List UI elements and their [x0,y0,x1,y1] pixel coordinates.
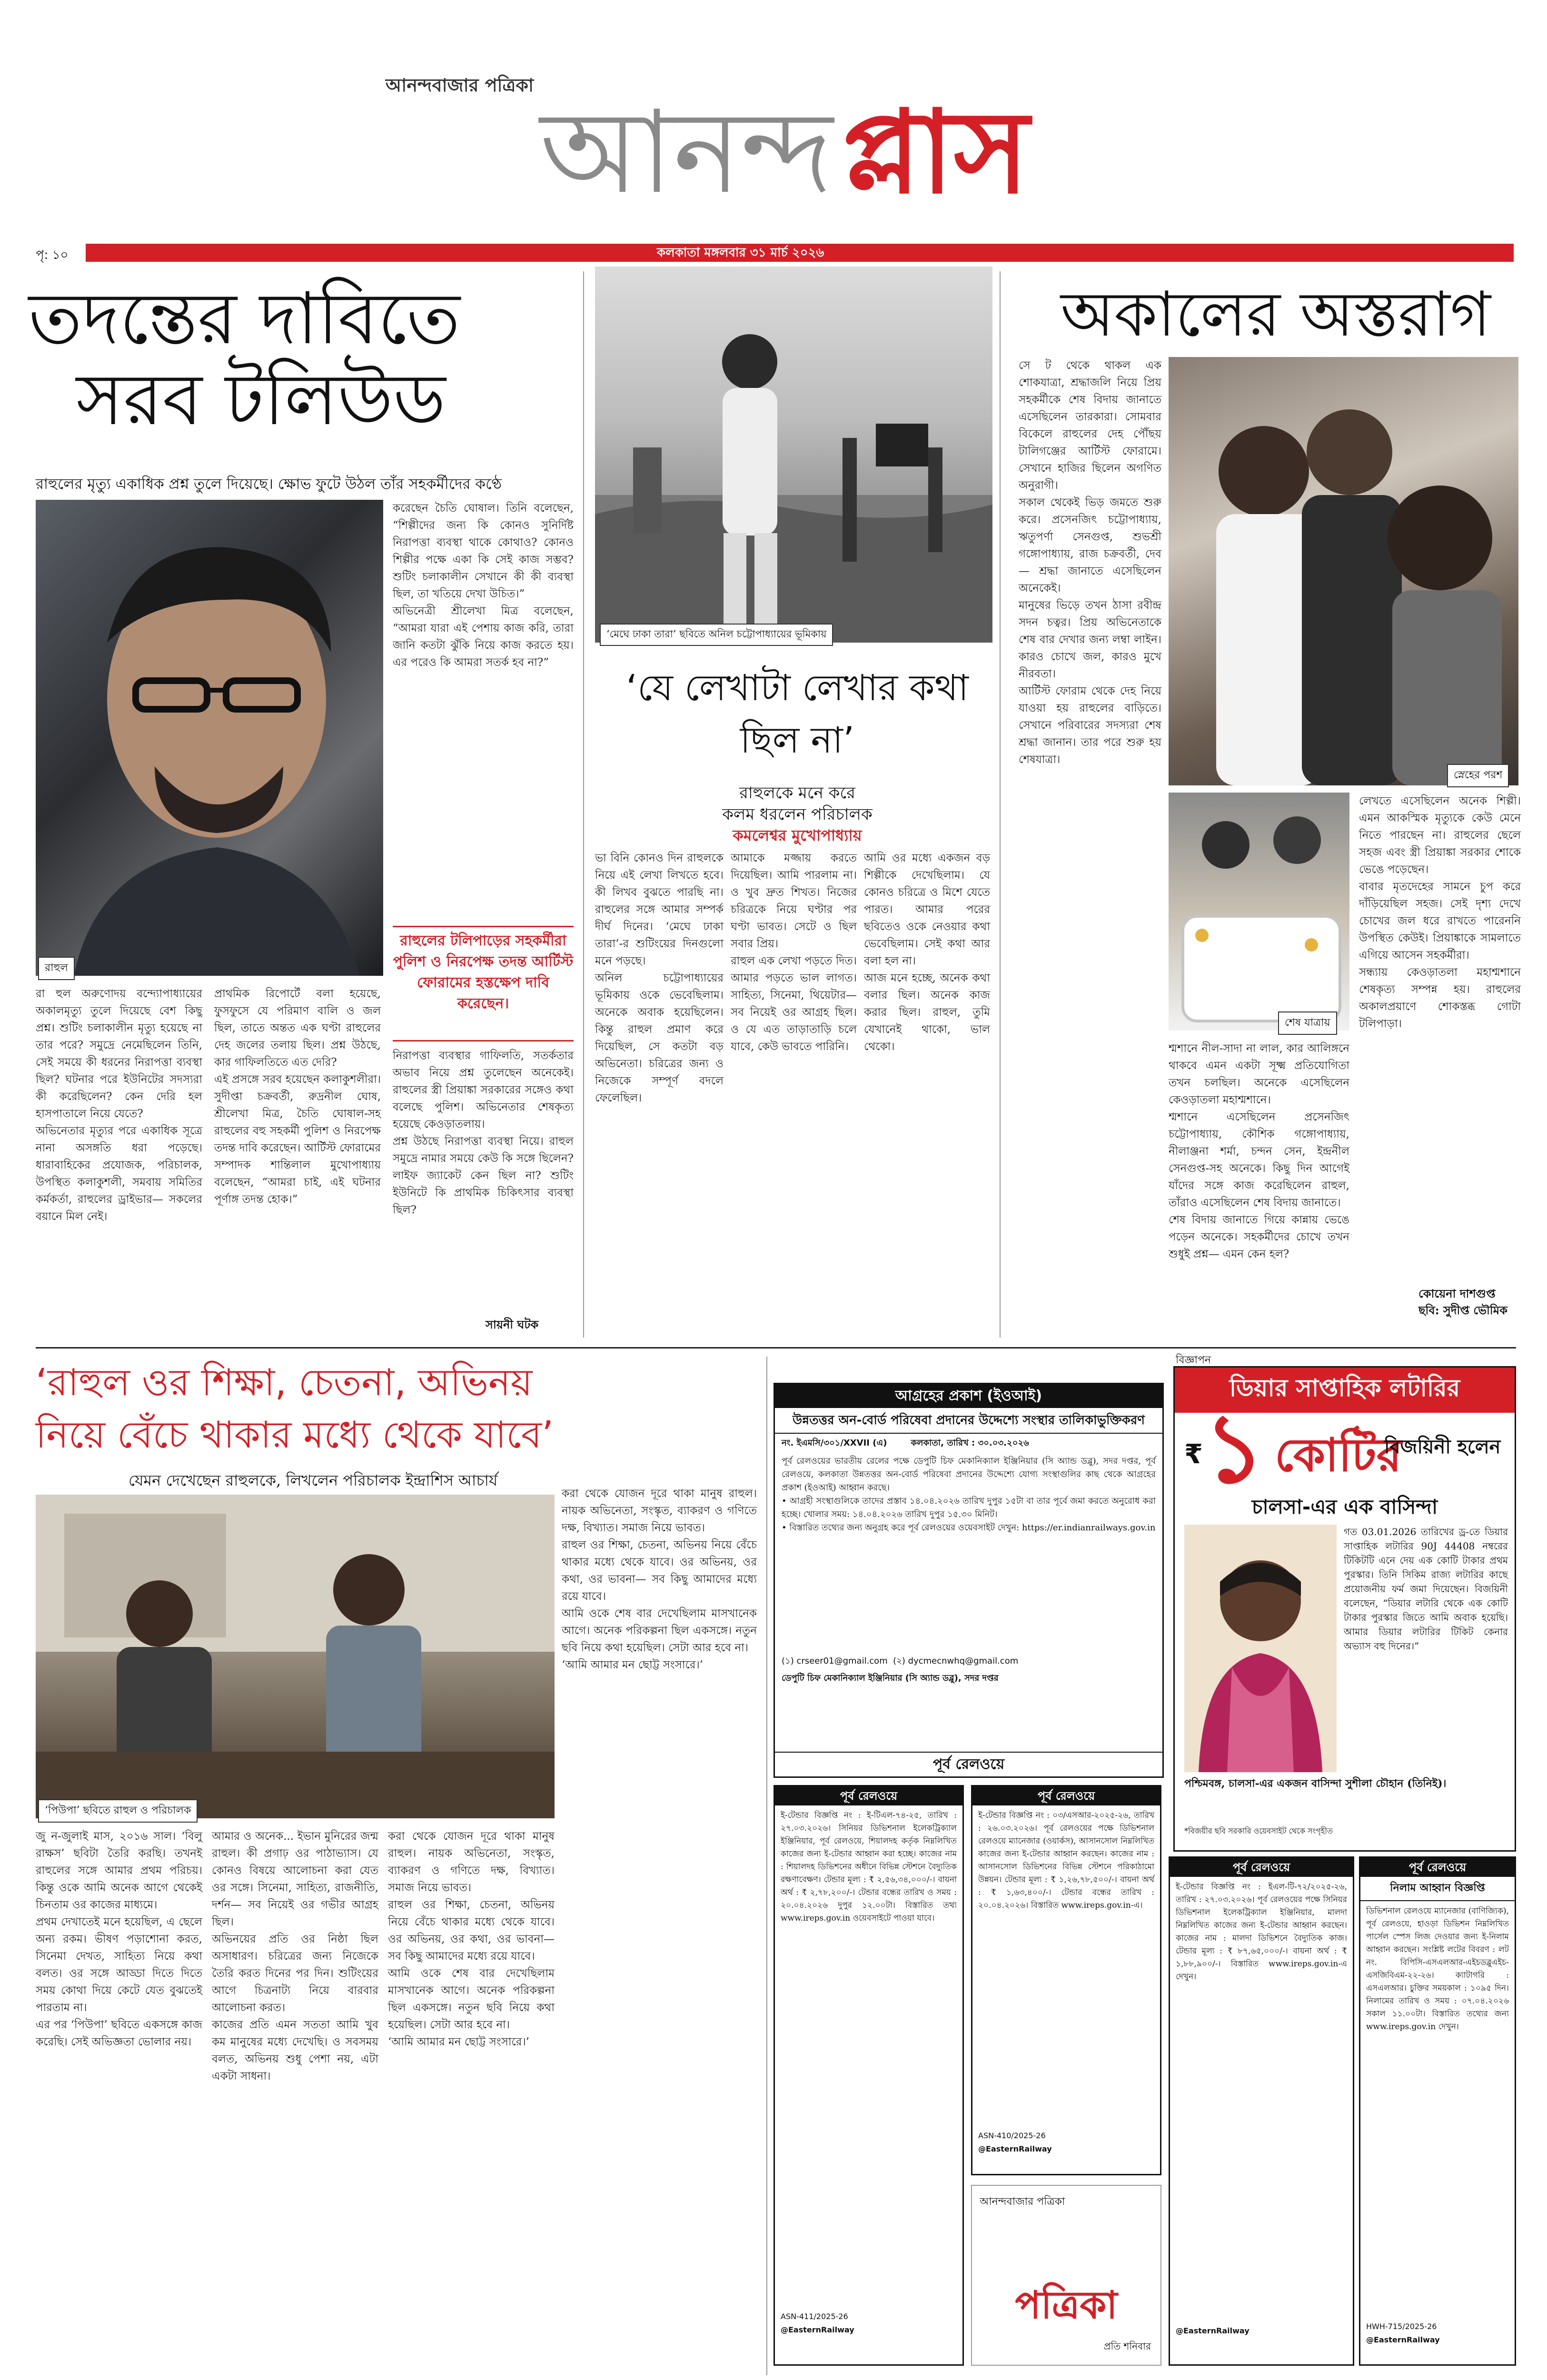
photo-caption-1: স্নেহের পরশ [1447,764,1509,787]
column-divider [1000,271,1001,1338]
tender-code: ASN-410/2025-26 [978,2131,1046,2140]
rahul-portrait-photo [36,500,383,976]
film-still [36,1495,555,1818]
tender-header: পূর্ব রেলওয়ে [775,1786,962,1805]
consoling-photo [1169,357,1518,785]
column-divider [583,271,584,1338]
twitter-handle[interactable]: @EasternRailway [781,2325,854,2334]
story-column-a: সে ট থেকে থাকল এক শোকযাত্রা, শ্রদ্ধাজলি নিয়ে প্রিয় সহকর্মীকে শেষ বিদায় জানাতে এসেছিলেন তারকারা। সোমবার বিকেলে রাহুলের দেহ পৌঁছয় টালিগঞ্জের আর্টিস্ট ফোরামে। সেখানে হাজির ছিলেন অগণিত অনুরাগী। সকাল থেকেই ভিড় জমতে শুরু করে। প্রসেনজিৎ চট্টোপাধ্যায়, ঋতুপর্ণা সেনগুপ্ত, শুভশ্রী গঙ্গোপাধ্যায়, রাজ চক্রবর্তী, দেব— শ্রদ্ধা জানাতে এসেছিলেন অনেকেই। মানুষের ভিড়ে তখন ঠাসা রবীন্দ্র সদন চত্বর। প্রিয় অভিনেতাকে শেষ বার দেখার জন্য লম্বা লাইন। কারও চোখে জল, কারও মুখে নীরবতা। আর্টিস্ট ফোরাম থেকে দেহ নিয়ে যাওয়া হয় রাহুলের বাড়িতে। সেখানে পরিবারের সদস্যরা শেষ শ্রদ্ধা জানান। তার পরে শুরু হয় শেষযাত্রা। [1019,359,1161,766]
ad-label: বিজ্ঞাপন [1176,1354,1211,1366]
byline: কমলেশ্বর মুখোপাধ্যায় [733,826,862,844]
rupee-symbol: ₹ [1184,1439,1203,1470]
headline: ‘যে লেখাটা লেখার কথা ছিল না’ [626,666,969,761]
tender-header: পূর্ব রেলওয়ে [1360,1858,1515,1877]
amount-number: ১ [1203,1392,1265,1504]
story-column-a: রা হুল অরুণোদয় বন্দ্যোপাধ্যায়ের অকালমৃত্যু তুলে দিয়েছে বেশ কিছু প্রশ্ন। শুটিং চলাকালীন মৃত্যু হয়েছে না তার পরে? সমুদ্রে নেমেছিলেন তিনি, সেই সময়ে কী ধরনের নিরাপত্তা ব্যবস্থা ছিল? ঘটনার পরে ইউনিটের সদস্যরা কী করেছিলেন? কেন দেরি হল হাসপাতালে নিয়ে যেতে? অভিনেতার মৃত্যুর পরে একাধিক সূত্রে নানা অসঙ্গতি ধরা পড়েছে। ধারাবাহিকের প্রযোজক, পরিচালক, উপস্থিত কলাকুশলী, সমবায় সমিতির কর্মকর্তা, রাহুলের ড্রাইভার— সকলের বয়ানে মিল নেই। [36,988,202,1223]
headline: অকালের অস্তরাগ [1061,278,1491,350]
winner-portrait [1184,1525,1337,1772]
tender-body: ই-টেন্ডার বিজ্ঞপ্তি নং : ইএল-টি-৭২/২০২৫-২৬, তারিখ : ২৭.০৩.২০২৬। পূর্ব রেলওয়ের পক্ষে সিনিয়র ডিভিশনাল ইলেকট্রিক্যাল ইঞ্জিনিয়ার, মালদা নিম্নলিখিত কাজের জন্য ই-টেন্ডার আহ্বান করছেন। কাজের নাম : মালদা ডিভিশনে বৈদ্যুতিক কাজ। টেন্ডার মূল্য : ₹ ৮৭,৬৫,০০০/-। বায়না অর্থ : ₹ ১,৮৮,৯০০/-। বিস্তারিত www.ireps.gov.in-এ দেখুন। [1176,1882,1350,1982]
tender-notice-1 [774,1785,964,2366]
headline-line-1: ‘রাহুল ওর শিক্ষা, চেতনা, অভিনয় [36,1361,533,1404]
notice-reference: নং. ইএমসি/৩০১/XXVII (এ) কলকাতা, তারিখ : ৩০.০৩.২০২৬ [782,1438,1029,1448]
masthead-title-left: আনন্দ [540,86,833,219]
story-column-b: শ্মশানে নীল-সাদা না লাল, কার আলিঙ্গনে থাকবে এমন একটা সূক্ষ্ম প্রতিযোগিতা তখন চলছিল। অনেকে এসেছিলেন কেওড়াতলা মহাশ্মশানে। শ্মশানে এসেছিলেন প্রসেনজিৎ চট্টোপাধ্যায়, কৌশিক গঙ্গোপাধ্যায়, নীলাঞ্জনা শর্মা, চন্দন সেন, ইন্দ্রনীল সেনগুপ্ত-সহ অনেকে। কিছু দিন আগেই যাঁদের সঙ্গে কাজ করেছিলেন রাহুল, তাঁরাও এসেছিলেন শেষ বিদায় জানাতে। শেষ বিদায় জানাতে গিয়ে কান্নায় ভেঙে পড়েন অনেকে। সহকর্মীদের চোখে তখন শুধুই প্রশ্ন— এমন কেন হল? [1169,1042,1349,1260]
story-column-c: করা থেকে যোজন দূরে থাকা মানুষ রাহুল। নায়ক অভিনেতা, সংস্কৃত, ব্যাকরণ ও গণিতে দক্ষ, বিখ্যাত। সমাজ নিয়ে ভাবত। রাহুল ওর শিক্ষা, চেতনা, অভিনয় নিয়ে বেঁচে থাকার মধ্যে থেকে যাবে। ওর অভিনয়, ওর কথা, ওর ভাবনা— সব কিছু আমাদের মধ্যে রয়ে যাবে। আমি ওকে শেষ বার দেখেছিলাম মাসখানেক আগে। অনেক পরিকল্পনা ছিল একসঙ্গে। নতুন ছবি নিয়ে কথা হয়েছিল। সেটা আর হবে না। ‘আমি আমার মন ছোট্ট সংসারে।’ [562,1488,757,1671]
dateline: কলকাতা মঙ্গলবার ৩১ মার্চ ২০২৬ [657,246,824,260]
winner-caption: পশ্চিমবঙ্গ, চালসা-এর একজন বাসিন্দা সুশীলা চৌহান (তিনিই)। [1184,1777,1447,1790]
story-column-c: আমি ওর মধ্যে একজন বড় শিল্পীকে দেখেছিলাম। যে কোনও চরিত্রে ও মিশে যেতে পারত। আমার পরের ছবিতেও ওকে নেওয়ার কথা ভেবেছিলাম। সেই কথা আর বলা হল না। আজ মনে হচ্ছে, অনেক কথা বলার ছিল। অনেক কাজ করার ছিল। রাহুল, তুমি যেখানেই থাকো, ভাল থেকো। [864,852,990,1053]
lottery-amount [1184,1392,1508,1504]
page-number: পৃ: ১০ [36,248,69,262]
pupa-film-still-photo [36,1495,555,1818]
deck-line-2: কলম ধরলেন পরিচালক [722,805,873,824]
pull-quote-rule-top [393,926,574,927]
byline: সায়নী ঘটক [486,1318,539,1331]
column-divider [766,1357,767,2375]
photo-credit: ছবি: সুদীপ্ত ভৌমিক [1418,1303,1507,1317]
tender-body: ডিভিশনাল রেলওয়ে ম্যানেজার (বাণিজ্যিক), পূর্ব রেলওয়ে, হাওড়া ডিভিশন নিম্নলিখিত পার্সেল স্পেস লিজ দেওয়ার জন্য ই-নিলাম আহ্বান করছেন। সংশ্লিষ্ট লটের বিবরণ : লট নং. বিপিসি-এসএলআর-এইচডব্লুএইচ-এসজিবিএম-২২-২৬। ক্যাটাগরি : এসএলআর। চুক্তির সময়কাল : ১০৯৫ দিন। নিলামের তারিখ ও সময় : ০৭.০৪.২০২৬ সকাল ১১.০০টা। বিস্তারিত তথ্যের জন্য www.ireps.gov.in দেখুন। [1366,1906,1512,2032]
headline-line-2: সরব টলিউড [76,358,446,441]
story-column-a: ভা বিনি কোনও দিন রাহুলকে নিয়ে এই লেখা লিখতে হবে। কী লিখব বুঝতে পারছি না। রাহুলের সঙ্গে আমার সম্পর্ক দীর্ঘ দিনের। ‘মেঘে ঢাকা তারা’-র শুটিংয়ের দিনগুলো মনে পড়ছে। অনিল চট্টোপাধ্যায়ের ভূমিকায় ওকে ভেবেছিলাম। অনেকে অবাক হয়েছিলেন। কিন্তু রাহুল প্রমাণ করে দিয়েছিল, সে কতটা বড় অভিনেতা। চরিত্রের জন্য ও নিজেকে সম্পূর্ণ বদলে ফেলেছিল। [595,852,724,1104]
story-column-b-top: করেছেন চৈতি ঘোষাল। তিনি বলেছেন, “শিল্পীদের জন্য কি কোনও সুনির্দিষ্ট নিরাপত্তা ব্যবস্থা থাকে কোথাও? কোনও শিল্পীর পক্ষে একা কি সেই কাজ সম্ভব? শুটিং চলাকালীন সেখানে কী কী ব্যবস্থা ছিল, তা খতিয়ে দেখা উচিত।” অভিনেত্রী শ্রীলেখা মিত্র বলেছেন, “আমরা যারা এই পেশায় কাজ করি, তারা জানি কতটা ঝুঁকি নিয়ে কাজ করতে হয়। এর পরেও কি আমরা সতর্ক হব না?” [393,502,574,669]
notice-header: আগ্রহের প্রকাশ (ইওআই) [775,1384,1162,1408]
deck-line-1: রাহুলকে মনে করে [739,783,855,803]
deck: রাহুলের মৃত্যু একাধিক প্রশ্ন তুলে দিয়েছে। ক্ষোভ ফুটে উঠল তাঁর সহকর্মীদের কণ্ঠে [36,476,502,493]
film-still [595,267,992,643]
twitter-handle[interactable]: @EasternRailway [978,2144,1052,2153]
story-column-c: লেখতে এসেছিলেন অনেক শিল্পী। এমন আকস্মিক মৃত্যুকে কেউ মেনে নিতে পারছেন না। রাহুলের ছেলে সহজ এবং স্ত্রী প্রিয়াঙ্কা সরকার শোকে ভেঙে পড়েছেন। বাবার মৃতদেহের সামনে চুপ করে দাঁড়িয়েছিল সহজ। সেই দৃশ্য দেখে চোখের জল ধরে রাখতে পারেননি উপস্থিত কেউই। প্রিয়াঙ্কাকে সামলাতে এগিয়ে আসেন সহকর্মীরা। সন্ধ্যায় কেওড়াতলা মহাশ্মশানে শেষকৃত্য সম্পন্ন হয়। রাহুলের অকালপ্রয়াণে শোকস্তব্ধ গোটা টলিপাড়া। [1359,795,1521,1030]
tender-notice-3 [1169,1856,1354,2366]
story-funeral [1004,267,1528,1333]
pothrika-logo: পত্রিকা [1015,2282,1118,2327]
lottery-title: ডিয়ার সাপ্তাহিক লটারির [1175,1368,1515,1413]
tender-code: HWH-715/2025-26 [1366,2322,1437,2331]
story-kamaleswar-column [590,267,995,1333]
byline: কোয়েনা দাশগুপ্ত [1418,1287,1496,1300]
amount-word: কোটির [1275,1428,1402,1482]
story-column-c: নিরাপত্তা ব্যবস্থার গাফিলতি, সতর্কতার অভাব নিয়ে প্রশ্ন তুলেছেন অনেকেই। রাহুলের স্ত্রী প্রিয়াঙ্কা সরকারের সঙ্গেও কথা বলেছে পুলিশ। অভিনেতার শেষকৃত্য হয়েছে কেওড়াতলায়। প্রশ্ন উঠছে নিরাপত্তা ব্যবস্থা নিয়ে। রাহুল সমুদ্রে নামার সময়ে কেউ কি সঙ্গে ছিলেন? লাইফ জ্যাকেট কেন ছিল না? শুটিং ইউনিটে কি প্রাথমিক চিকিৎসার ব্যবস্থা ছিল? [393,1050,574,1216]
winner-place: চালসা-এর এক বাসিন্দা [1251,1495,1438,1518]
funeral-procession-photo [1169,793,1349,1031]
photo-caption: ‘মেঘে ঢাকা তারা’ ছবিতে অনিল চট্টোপাধ্যায়ের ভূমিকায় [600,624,833,646]
story-column-b: আমাকে মজ্জায় করতে দিয়েছিল। আমি পারলাম না। ও খুব দ্রুত শিখত। নিজের চরিত্রকে নিয়ে ঘণ্টার পর ঘণ্টা ভাবত। সেটে ও ছিল সবার প্রিয়। রাহুল এক লেখা পড়তে দিত। আমার পড়তে ভাল লাগত। সাহিত্য, সিনেমা, থিয়েটার— সব নিয়েই ওর আগ্রহ ছিল। ও যে এত তাড়াতাড়ি চলে যাবে, কেউ ভাবতে পারিনি। [731,852,857,1053]
story-column-a: জু ন-জুলাই মাস, ২০১৬ সাল। ‘বিলু রাক্ষস’ ছবিটা তৈরি করছি। তখনই রাহুলের সঙ্গে আমার প্রথম পরিচয়। কিন্তু ওকে আমি অনেক আগে থেকেই চিনতাম ওর কাজের মাধ্যমে। প্রথম দেখাতেই মনে হয়েছিল, এ ছেলে অন্য রকম। ভীষণ পড়াশোনা করত, সিনেমা দেখত, সাহিত্য নিয়ে কথা বলত। ওর সঙ্গে আড্ডা দিতে দিতে সময় কোথা দিয়ে কেটে যেত বুঝতেই পারতাম না। এর পর ‘পিউপা’ ছবিতে একসঙ্গে কাজ করেছি। সেই অভিজ্ঞতা ভোলার নয়। [36,1830,202,2048]
tender-notice-2 [971,1785,1161,2175]
tender-notice-4 [1359,1856,1516,2366]
portrait-figure [36,500,383,976]
section-rule [36,1347,1516,1349]
story-column-b: প্রাথমিক রিপোর্টে বলা হয়েছে, ফুসফুসে যে পরিমাণ বালি ও জল ছিল, তাতে অন্তত এক ঘণ্টা রাহুলের দেহ জলের তলায় ছিল। প্রশ্ন উঠছে, কার গাফিলতিতে এত দেরি? এই প্রসঙ্গে সরব হয়েছেন কলাকুশলীরা। সুদীপ্তা চক্রবর্তী, রুদ্রনীল ঘোষ, শ্রীলেখা মিত্র, চৈতি ঘোষাল-সহ রাহুলের বহু সহকর্মী পুলিশ ও নিরপেক্ষ তদন্ত দাবি করেছেন। আর্টিস্ট ফোরামের সম্পাদক শান্তিলাল মুখোপাধ্যায় বলেছেন, “আমরা চাই, এই ঘটনার পূর্ণাঙ্গ তদন্ত হোক।” [214,988,381,1206]
pull-quote-rule-bottom [393,1040,574,1041]
headline-line-1: তদন্তের দাবিতে [29,278,460,360]
notice-signatory: ডেপুটি চিফ মেকানিক্যাল ইঞ্জিনিয়ার (সি অ্যান্ড ডব্লু), সদর দপ্তর [782,1673,999,1683]
winner-line: বিজয়িনী হলেন [1384,1436,1501,1458]
tender-body: ই-টেন্ডার বিজ্ঞপ্তি নং : ০৩/এসআর-২০২৫-২৬, তারিখ : ২৬.০৩.২০২৬। পূর্ব রেলওয়ের পক্ষে ডিভিশনাল রেলওয়ে ম্যানেজার (ওয়ার্কস), আসানসোল নিম্নলিখিত কাজের জন্য ই-টেন্ডার আহ্বান করছেন। কাজের নাম : আসানসোল ডিভিশনের বিভিন্ন স্টেশনে পরিকাঠামো উন্নয়ন। টেন্ডার মূল্য : ₹ ১,২৬,৭৮,৫০০/-। বায়না অর্থ : ₹ ১,৬৩,৪০০/-। টেন্ডার বন্ধের তারিখ : ২০.০৪.২০২৬। বিস্তারিত www.ireps.gov.in-এ। [978,1811,1157,1910]
eoi-notice [774,1383,1164,1778]
lottery-advertisement [1173,1366,1516,1852]
headline-line-2: নিয়ে বেঁচে থাকার মধ্যে থেকে যাবে’ [36,1414,554,1457]
photo-caption: রাহুল [38,957,75,980]
story-column-d: করা থেকে যোজন দূরে থাকা মানুষ রাহুল। নায়ক অভিনেতা, সংস্কৃত, ব্যাকরণ ও গণিতে দক্ষ, বিখ্যাত। সমাজ নিয়ে ভাবত। রাহুল ওর শিক্ষা, চেতনা, অভিনয় নিয়ে বেঁচে থাকার মধ্যে থেকে যাবে। ওর অভিনয়, ওর কথা, ওর ভাবনা— সব কিছু আমাদের মধ্যে রয়ে যাবে। আমি ওকে শেষ বার দেখেছিলাম মাসখানেক আগে। অনেক পরিকল্পনা ছিল একসঙ্গে। নতুন ছবি নিয়ে কথা হয়েছিল। সেটা আর হবে না। ‘আমি আমার মন ছোট্ট সংসারে।’ [388,1830,555,2048]
pothrika-label: আনন্দবাজার পত্রিকা [980,2196,1065,2208]
photo-caption: ‘পিউপা’ ছবিতে রাহুল ও পরিচালক [38,1799,198,1823]
masthead-kicker: আনন্দবাজার পত্রিকা [386,75,534,96]
consoling-figures [1169,357,1518,785]
story-column-b: আমার ও অনেক... ইভান মুনিরের জন্ম রাহুল। কী প্রগাঢ় ওর পাঠাভ্যাস। যে কোনও বিষয়ে আলোচনা করা যেত ওর সঙ্গে। সিনেমা, সাহিত্য, রাজনীতি, দর্শন— সব নিয়েই ওর গভীর আগ্রহ ছিল। অভিনয়ের প্রতি ওর নিষ্ঠা ছিল অসাধারণ। চরিত্রের জন্য নিজেকে তৈরি করত দিনের পর দিন। শুটিংয়ের আগে চিত্রনাট্য নিয়ে বারবার আলোচনা করত। কাজের প্রতি এমন সততা আমি খুব কম মানুষের মধ্যে দেখেছি। ও সবসময় বলত, অভিনয় শুধু পেশা নয়, এটা একটা সাধনা। [212,1830,378,2082]
pothrika-ad [971,2185,1161,2366]
story-indrashis-tribute [0,1352,762,2375]
lottery-disclaimer: *বিজয়ীর ছবি সরকারি ওয়েবসাইট থেকে সংগৃহীত [1184,1826,1333,1835]
tender-header: পূর্ব রেলওয়ে [1170,1858,1353,1877]
pull-quote: রাহুলের টলিপাড়ের সহকর্মীরা পুলিশ ও নিরপেক্ষ তদন্ত আর্টিস্ট ফোরামের হস্তক্ষেপ দাবি করেছেন। [393,932,574,1012]
photo-caption-2: শেষ যাত্রায় [1278,1012,1337,1035]
deck: যেমন দেখেছেন রাহুলকে, লিখলেন পরিচালক ইন্দ্রাশিস আচার্য [129,1471,498,1489]
auction-title: নিলাম আহ্বান বিজ্ঞপ্তি [1360,1877,1515,1901]
tender-body: ই-টেন্ডার বিজ্ঞপ্তি নং : ই-টিএল-৭৪-২৫, তারিখ : ২৭.০৩.২০২৬। সিনিয়র ডিভিশনাল ইলেকট্রিক্যাল ইঞ্জিনিয়ার, পূর্ব রেলওয়ে, শিয়ালদহ কর্তৃক নিম্নলিখিত কাজের জন্য ই-টেন্ডার আহ্বান করা হচ্ছে। কাজের নাম : শিয়ালদহ ডিভিশনের অধীনে বিভিন্ন স্টেশনে বৈদ্যুতিক রক্ষণাবেক্ষণ। টেন্ডার মূল্য : ₹ ২,৫৬,৩৪,০০০/-। বায়না অর্থ : ₹ ২,৭৮,২০০/-। টেন্ডার বন্ধের তারিখ ও সময় : ২০.০৪.২০২৬ দুপুর ১২.০০টা। বিস্তারিত তথ্য www.ireps.gov.in ওয়েবসাইটে পাওয়া যাবে। [781,1811,960,1923]
notice-title: উন্নতত্তর অন-বোর্ড পরিষেবা প্রদানের উদ্দেশ্যে সংস্থার তালিকাভুক্তিকরণ [775,1408,1162,1434]
notice-footer: পূর্ব রেলওয়ে [775,1752,1162,1776]
twitter-handle[interactable]: @EasternRailway [1176,2326,1250,2335]
tender-code: ASN-411/2025-26 [781,2312,848,2321]
twitter-handle[interactable]: @EasternRailway [1366,2335,1440,2344]
megh-e-dhaka-tara-still-photo [595,267,992,643]
story-tollywood-demands [0,267,576,1333]
tender-header: পূর্ব রেলওয়ে [972,1786,1160,1805]
notice-email: (১) crseer01@gmail.com (২) dycmecnwhq@gmail.com [782,1656,1019,1666]
masthead [0,0,1547,267]
notice-body: পূর্ব রেলওয়ের ভারতীয় রেলের পক্ষে ডেপুটি চিফ মেকানিক্যাল ইঞ্জিনিয়ার (সি অ্যান্ড ডব্লু), সদর দপ্তর, পূর্ব রেলওয়ে, কলকাতা উন্নতত্তর অন-বোর্ড পরিষেবা প্রদানের উদ্দেশ্যে যোগ্য সংস্থাগুলির কাছ থেকে আগ্রহের প্রকাশ (ইওআই) আহ্বান করছে। • আগ্রহী সংস্থাগুলিকে তাদের প্রস্তাব ১৪.০৪.২০২৬ তারিখ দুপুর ১৫টা বা তার পূর্বে জমা করতে অনুরোধ করা হচ্ছে। খোলার সময়: ১৪.০৪.২০২৬ তারিখ দুপুর ১৫.৩০ মিনিট। • বিস্তারিত তথ্যের জন্য অনুগ্রহ করে পূর্ব রেলওয়ের ওয়েবসাইট দেখুন: https://er.indianrailways.gov.in [782,1456,1156,1533]
masthead-title-right: প্লাস [843,86,1029,219]
pothrika-sub: প্রতি শনিবার [1103,2340,1151,2352]
lottery-body: গত 03.01.2026 তারিখের ড্র-তে ডিয়ার সাপ্তাহিক লটারির 90J 44408 নম্বরের টিকিটটি এনে দেয় এক কোটি টাকার প্রথম পুরস্কার। তিনি সিকিম রাজ্য লটারির কাছে প্রয়োজনীয় ফর্ম জমা দিয়েছেন। বিজয়িনী বলেছেন, “ডিয়ার লটারি থেকে এক কোটি টাকার পুরস্কার জিতে আমি অবাক হয়েছি। আমার ডিয়ার লটারির টিকিট কেনার অভ্যাস বহু দিনের।” [1344,1526,1511,1652]
procession-figures [1169,793,1349,1031]
winner-photo [1184,1525,1337,1772]
